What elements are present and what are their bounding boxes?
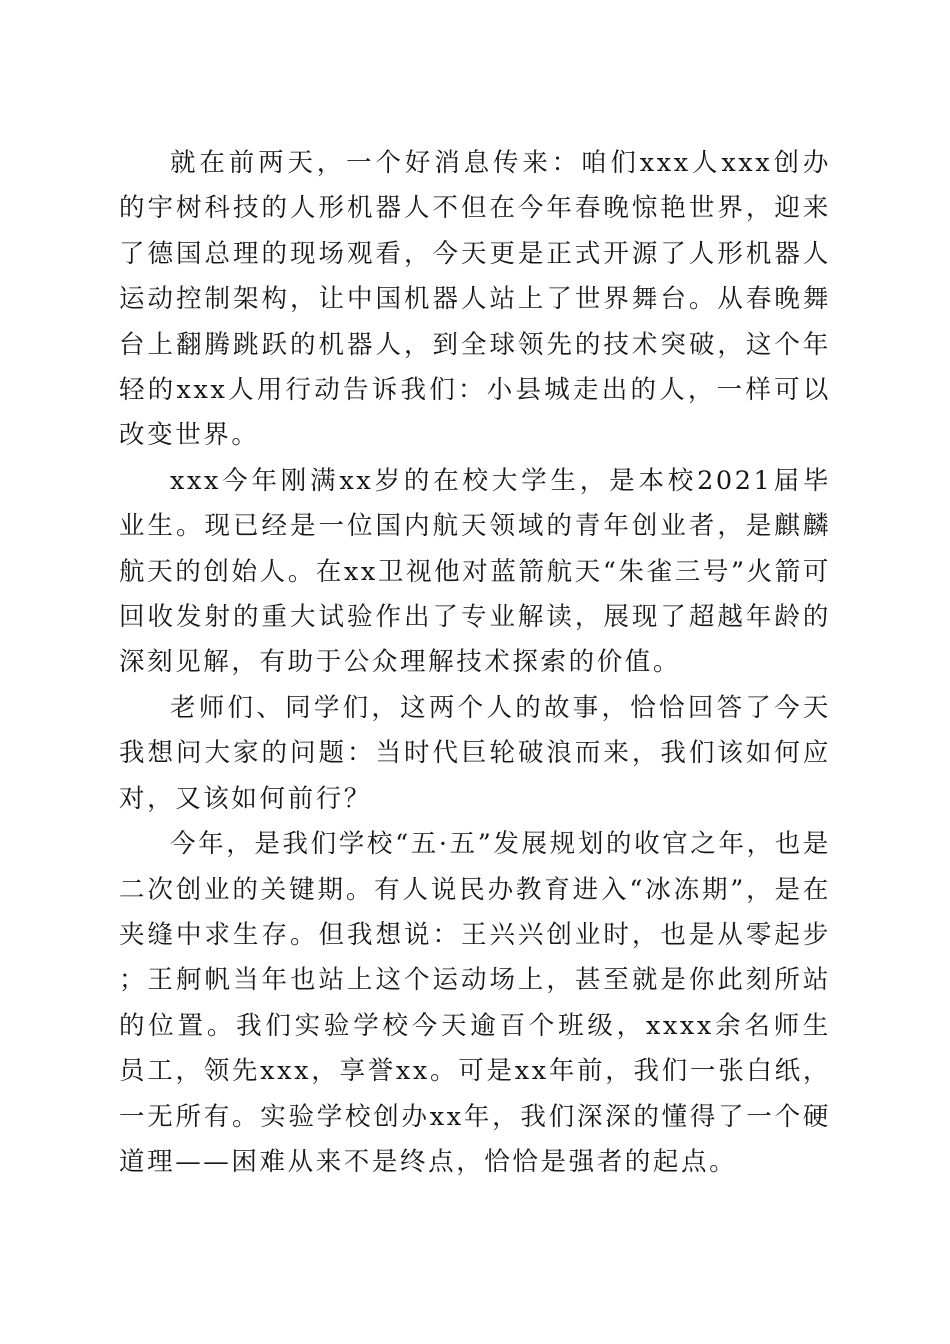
paragraph-aerospace-founder: xxx今年刚满xx岁的在校大学生，是本校2021届毕业生。现已经是一位国内航天领域的青年创业者，是麒麟航天的创始人。在xx卫视他对蓝箭航天“朱雀三号”火箭可回收发射的重大试验作出了专业解读，展现了超越年龄的深刻见解，有助于公众理解技术探索的价值。: [119, 465, 831, 678]
paragraph-robotics-news: 就在前两天，一个好消息传来：咱们xxx人xxx创办的宇树科技的人形机器人不但在今年春晚惊艳世界，迎来了德国总理的现场观看，今天更是正式开源了人形机器人运动控制架构，让中国机器人站上了世界舞台。从春晚舞台上翻腾跳跃的机器人，到全球领先的技术突破，这个年轻的xxx人用行动告诉我们：小县城走出的人，一样可以改变世界。: [119, 148, 831, 451]
paragraph-school-development: 今年，是我们学校“五·五”发展规划的收官之年，也是二次创业的关键期。有人说民办教育进入“冰冻期”，是在夹缝中求生存。但我想说：王兴兴创业时，也是从零起步；王舸帆当年也站上这个运动场上，甚至就是你此刻所站的位置。我们实验学校今天逾百个班级，xxxx余名师生员工，领先xxx，享誉xx。可是xx年前，我们一张白纸，一无所有。实验学校创办xx年，我们深深的懂得了一个硬道理——困难从来不是终点，恰恰是强者的起点。: [119, 829, 831, 1177]
document-body: [119, 141, 831, 1185]
paragraph-question: 老师们、同学们，这两个人的故事，恰恰回答了今天我想问大家的问题：当时代巨轮破浪而来，我们该如何应对，又该如何前行？: [119, 692, 831, 814]
